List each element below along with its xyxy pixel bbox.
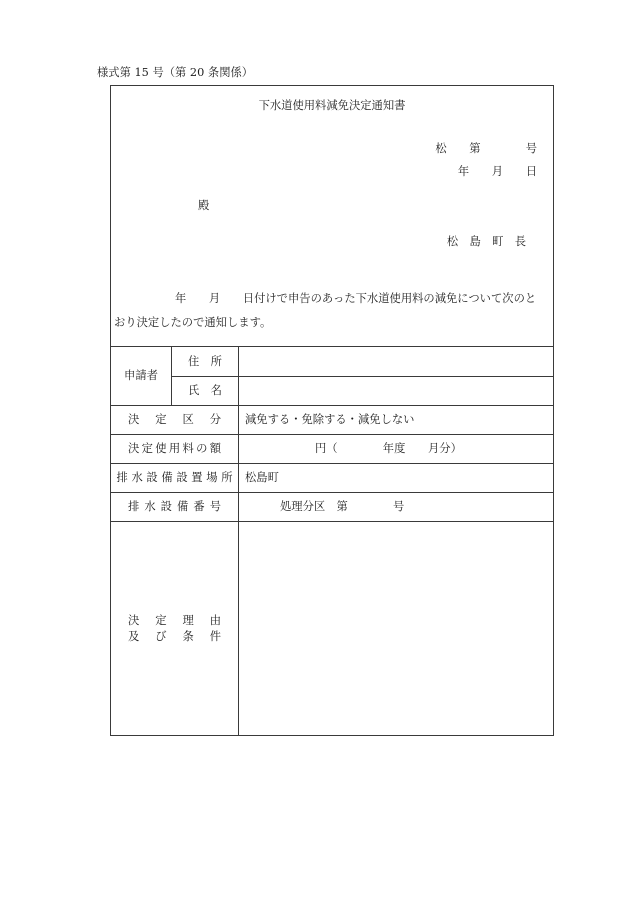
- reason-label-cell: [111, 522, 239, 735]
- reason-label-line-1: 決 定 理 由: [128, 613, 221, 627]
- table-row-applicant-address: [111, 347, 553, 377]
- table-row-reason: [111, 522, 553, 735]
- decided-fee-value: 円（ 年度 月分）: [315, 442, 462, 455]
- facility-number-label-cell: [111, 493, 239, 522]
- name-value-cell: [239, 377, 553, 406]
- table-row-applicant-name: [111, 377, 553, 406]
- form-number: 様式第 15 号（第 20 条関係）: [97, 66, 254, 79]
- address-label-cell: [172, 347, 239, 377]
- reason-label: [128, 613, 221, 645]
- table-row-decided-fee: [111, 435, 553, 464]
- table-row-facility-number: [111, 493, 553, 522]
- decision-type-value: 減免する・免除する・減免しない: [245, 413, 415, 426]
- decision-type-label-cell: [111, 406, 239, 435]
- notice-frame: [110, 85, 554, 736]
- decided-fee-label: 決定使用料の額: [128, 442, 221, 455]
- issue-date: 年 月 日: [457, 165, 537, 178]
- notice-details-table: [111, 346, 553, 735]
- notice-body-line-1: 年 月 日付けで申告のあった下水道使用料の減免について次のと: [175, 292, 537, 305]
- issuer-name: 松 島 町 長: [446, 235, 526, 248]
- notice-body-line-2: おり決定したので通知します。: [114, 316, 272, 329]
- facility-number-value-cell: [239, 493, 553, 522]
- document-title: 下水道使用料減免決定通知書: [258, 99, 406, 112]
- facility-location-label-cell: [111, 464, 239, 493]
- decision-type-value-cell: [239, 406, 553, 435]
- facility-location-label: 排水設備設置場所: [116, 471, 233, 484]
- applicant-label: 申請者: [124, 369, 158, 382]
- address-label: 住 所: [188, 354, 222, 368]
- addressee-honorific: 殿: [198, 199, 210, 212]
- reason-label-line-2: 及 び 条 件: [128, 629, 221, 643]
- address-value-cell: [239, 347, 553, 377]
- applicant-label-cell: [111, 347, 172, 406]
- table-row-decision-type: [111, 406, 553, 435]
- decision-type-label: 決 定 区 分: [128, 413, 221, 426]
- facility-location-value-cell: [239, 464, 553, 493]
- decided-fee-value-cell: [239, 435, 553, 464]
- facility-number-value: 処理分区 第 号: [280, 500, 405, 513]
- name-label: 氏 名: [188, 384, 222, 397]
- table-row-facility-location: [111, 464, 553, 493]
- facility-number-label: 排 水 設 備 番 号: [128, 500, 221, 513]
- decided-fee-label-cell: [111, 435, 239, 464]
- name-label-cell: [172, 377, 239, 406]
- facility-location-value: 松島町: [245, 471, 279, 484]
- document-number: 松 第 号: [435, 142, 537, 155]
- reason-value-cell: [239, 522, 553, 735]
